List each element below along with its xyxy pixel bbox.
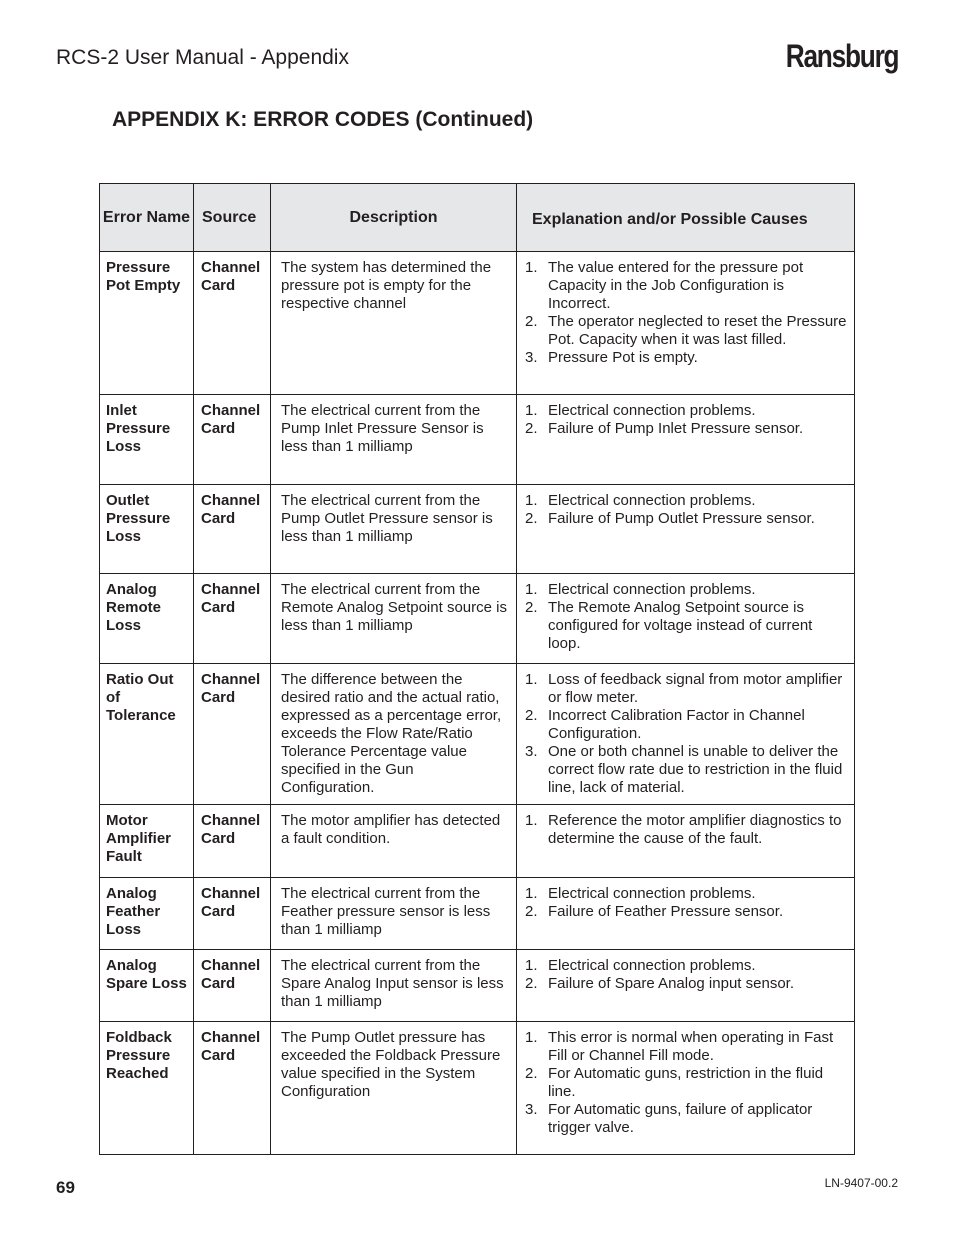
description-cell: The electrical current from the Pump Inlet Pressure Sensor is less than 1 milliamp — [271, 395, 517, 485]
cause-number: 1. — [525, 492, 538, 509]
cause-item — [525, 599, 848, 653]
table-header-row — [100, 184, 855, 252]
explanation-cell — [517, 805, 855, 878]
error-name-cell: Analog Spare Loss — [100, 950, 194, 1022]
table-row — [100, 252, 855, 395]
cause-item — [525, 707, 848, 743]
cause-text: Electrical connection problems. — [548, 581, 756, 598]
cause-text: One or both channel is unable to deliver the correct flow rate due to restriction in the fluid line, lack of material. — [548, 743, 843, 796]
cause-text: Electrical connection problems. — [548, 957, 756, 974]
cause-text: Failure of Pump Outlet Pressure sensor. — [548, 510, 815, 527]
cause-item — [525, 313, 848, 349]
header-error-name: Error Name — [100, 184, 194, 252]
error-codes-table — [99, 183, 855, 1155]
error-name-cell: Analog Remote Loss — [100, 574, 194, 664]
cause-text: For Automatic guns, failure of applicator trigger valve. — [548, 1101, 813, 1136]
cause-number: 2. — [525, 599, 538, 616]
source-cell: Channel Card — [194, 805, 271, 878]
error-name-cell: Inlet Pressure Loss — [100, 395, 194, 485]
cause-item — [525, 510, 848, 528]
cause-item — [525, 812, 848, 848]
cause-number: 1. — [525, 1029, 538, 1046]
cause-text: Failure of Feather Pressure sensor. — [548, 903, 784, 920]
cause-number: 1. — [525, 671, 538, 688]
table-row — [100, 950, 855, 1022]
cause-number: 1. — [525, 259, 538, 276]
error-name-cell: Analog Feather Loss — [100, 878, 194, 950]
cause-number: 2. — [525, 420, 538, 437]
cause-item — [525, 420, 848, 438]
description-cell: The electrical current from the Pump Outlet Pressure sensor is less than 1 milliamp — [271, 485, 517, 574]
cause-number: 2. — [525, 707, 538, 724]
cause-item — [525, 743, 848, 797]
error-name-cell: Ratio Out of Tolerance — [100, 664, 194, 805]
source-cell: Channel Card — [194, 878, 271, 950]
cause-number: 1. — [525, 885, 538, 902]
source-cell: Channel Card — [194, 664, 271, 805]
cause-item — [525, 1101, 848, 1137]
source-cell: Channel Card — [194, 1022, 271, 1155]
table-row — [100, 574, 855, 664]
cause-text: Electrical connection problems. — [548, 492, 756, 509]
table-row — [100, 664, 855, 805]
explanation-cell — [517, 574, 855, 664]
cause-text: Electrical connection problems. — [548, 885, 756, 902]
description-cell: The electrical current from the Feather pressure sensor is less than 1 milliamp — [271, 878, 517, 950]
table-row — [100, 1022, 855, 1155]
cause-number: 2. — [525, 510, 538, 527]
explanation-cell — [517, 252, 855, 395]
cause-text: This error is normal when operating in Fast Fill or Channel Fill mode. — [548, 1029, 834, 1064]
cause-number: 1. — [525, 957, 538, 974]
cause-item — [525, 903, 848, 921]
source-cell: Channel Card — [194, 574, 271, 664]
cause-item — [525, 492, 848, 510]
cause-item — [525, 671, 848, 707]
causes-list — [525, 1029, 848, 1137]
explanation-cell — [517, 878, 855, 950]
cause-text: Failure of Pump Inlet Pressure sensor. — [548, 420, 804, 437]
cause-number: 3. — [525, 349, 538, 366]
header-source: Source — [194, 184, 271, 252]
source-cell: Channel Card — [194, 950, 271, 1022]
cause-item — [525, 259, 848, 313]
cause-text: Failure of Spare Analog input sensor. — [548, 975, 794, 992]
cause-number: 2. — [525, 313, 538, 330]
description-cell: The system has determined the pressure pot is empty for the respective channel — [271, 252, 517, 395]
cause-number: 2. — [525, 975, 538, 992]
source-cell: Channel Card — [194, 395, 271, 485]
cause-number: 2. — [525, 1065, 538, 1082]
explanation-cell — [517, 485, 855, 574]
cause-item — [525, 581, 848, 599]
cause-text: Pressure Pot is empty. — [548, 349, 698, 366]
table-row — [100, 395, 855, 485]
causes-list — [525, 812, 848, 848]
cause-text: For Automatic guns, restriction in the fluid line. — [548, 1065, 824, 1100]
description-cell: The electrical current from the Remote Analog Setpoint source is less than 1 milliamp — [271, 574, 517, 664]
source-cell: Channel Card — [194, 252, 271, 395]
cause-number: 1. — [525, 402, 538, 419]
explanation-cell — [517, 1022, 855, 1155]
cause-item — [525, 975, 848, 993]
explanation-cell — [517, 950, 855, 1022]
cause-item — [525, 349, 848, 367]
cause-number: 3. — [525, 743, 538, 760]
section-title: APPENDIX K: ERROR CODES (Continued) — [112, 108, 534, 131]
brand-logo: Ransburg — [785, 38, 898, 74]
page-number: 69 — [56, 1178, 75, 1197]
cause-text: Incorrect Calibration Factor in Channel Configuration. — [548, 707, 805, 742]
error-name-cell: Outlet Pressure Loss — [100, 485, 194, 574]
table-row — [100, 485, 855, 574]
cause-text: Loss of feedback signal from motor amplifier or flow meter. — [548, 671, 843, 706]
causes-list — [525, 885, 848, 921]
manual-title: RCS-2 User Manual - Appendix — [56, 46, 349, 69]
cause-text: Reference the motor amplifier diagnostics to determine the cause of the fault. — [548, 812, 842, 847]
cause-text: The value entered for the pressure pot Capacity in the Job Configuration is Incorrect. — [548, 259, 804, 312]
error-name-cell: Foldback Pressure Reached — [100, 1022, 194, 1155]
causes-list — [525, 492, 848, 528]
causes-list — [525, 671, 848, 797]
error-name-cell: Motor Amplifier Fault — [100, 805, 194, 878]
cause-item — [525, 1029, 848, 1065]
table-row — [100, 878, 855, 950]
causes-list — [525, 957, 848, 993]
description-cell: The electrical current from the Spare Analog Input sensor is less than 1 milliamp — [271, 950, 517, 1022]
cause-number: 3. — [525, 1101, 538, 1118]
source-cell: Channel Card — [194, 485, 271, 574]
cause-number: 1. — [525, 812, 538, 829]
cause-item — [525, 402, 848, 420]
cause-text: The Remote Analog Setpoint source is configured for voltage instead of current loop. — [548, 599, 813, 652]
cause-text: The operator neglected to reset the Pressure Pot. Capacity when it was last filled. — [548, 313, 847, 348]
header-description: Description — [271, 184, 517, 252]
description-cell: The Pump Outlet pressure has exceeded the Foldback Pressure value specified in the System Configuration — [271, 1022, 517, 1155]
description-cell: The difference between the desired ratio and the actual ratio, expressed as a percentage error, exceeds the Flow Rate/Ratio Tolerance Percentage value specified in the Gun Configuration. — [271, 664, 517, 805]
header-explanation: Explanation and/or Possible Causes — [517, 184, 855, 252]
cause-text: Electrical connection problems. — [548, 402, 756, 419]
table-row — [100, 805, 855, 878]
cause-item — [525, 957, 848, 975]
document-code: LN-9407-00.2 — [824, 1176, 898, 1190]
description-cell: The motor amplifier has detected a fault condition. — [271, 805, 517, 878]
cause-number: 1. — [525, 581, 538, 598]
cause-item — [525, 885, 848, 903]
table-body — [100, 252, 855, 1155]
causes-list — [525, 259, 848, 367]
error-name-cell: Pressure Pot Empty — [100, 252, 194, 395]
explanation-cell — [517, 395, 855, 485]
causes-list — [525, 581, 848, 653]
causes-list — [525, 402, 848, 438]
cause-item — [525, 1065, 848, 1101]
cause-number: 2. — [525, 903, 538, 920]
explanation-cell — [517, 664, 855, 805]
